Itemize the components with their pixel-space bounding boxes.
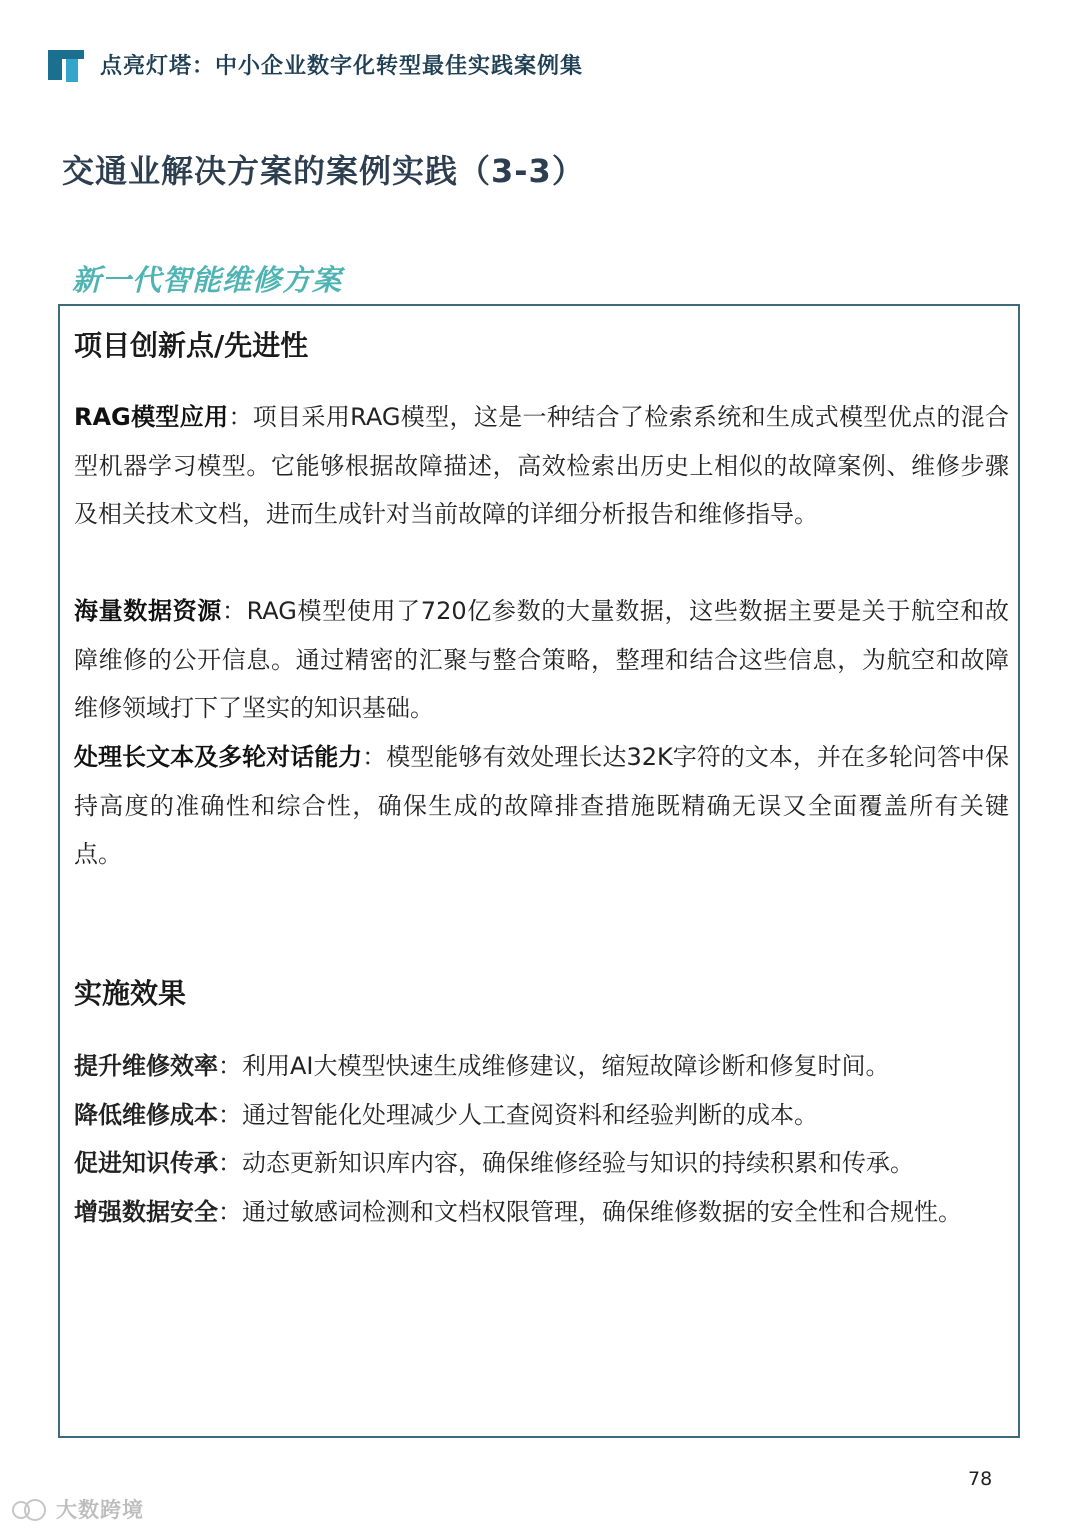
paragraph-long-text-ability: [74, 733, 1009, 879]
item-label: 增强数据安全: [74, 1197, 218, 1226]
watermark: [10, 1494, 144, 1524]
item-text: ：模型能够有效处理长达32K字符的文本，并在多轮问答中保持高度的准确性和综合性，确保生成的故障排查措施既精确无误又全面覆盖所有关键点。: [74, 743, 1009, 869]
document-header: [48, 44, 583, 84]
paragraph-rag-model: [74, 393, 1009, 539]
watermark-logo-icon: [10, 1497, 50, 1521]
effects-list: [74, 1042, 1009, 1236]
header-title: 点亮灯塔：中小企业数字化转型最佳实践案例集: [100, 53, 584, 79]
page-title: 交通业解决方案的案例实践（3-3）: [62, 152, 585, 190]
effect-item: [74, 1188, 1009, 1237]
content-box: [58, 304, 1020, 1438]
item-label: 提升维修效率: [74, 1052, 218, 1080]
item-text: ：项目采用RAG模型，这是一种结合了检索系统和生成式模型优点的混合型机器学习模型。它能够根据故障描述，高效检索出历史上相似的故障案例、维修步骤及相关技术文档，进而生成针对当前故障的详细分析报告和维修指导。: [74, 403, 1009, 529]
item-text: ：通过敏感词检测和文档权限管理，确保维修数据的安全性和合规性。: [218, 1197, 962, 1226]
effect-item: [74, 1042, 1009, 1091]
section-heading-effects: 实施效果: [74, 977, 187, 1010]
item-label: 降低维修成本: [74, 1100, 218, 1129]
item-label: RAG模型应用: [74, 403, 229, 431]
item-text: ：通过智能化处理减少人工查阅资料和经验判断的成本。: [218, 1100, 818, 1129]
effect-item: [74, 1091, 1009, 1140]
section-heading-innovation: 项目创新点/先进性: [74, 329, 309, 362]
item-label: 处理长文本及多轮对话能力: [74, 743, 363, 771]
item-text: ：动态更新知识库内容，确保维修经验与知识的持续积累和传承。: [218, 1149, 914, 1178]
item-label: 促进知识传承: [74, 1149, 218, 1178]
paragraph-data-resources: [74, 587, 1009, 733]
effect-item: [74, 1139, 1009, 1188]
item-text: ：RAG模型使用了720亿参数的大量数据，这些数据主要是关于航空和故障维修的公开信息。通过精密的汇聚与整合策略，整理和结合这些信息，为航空和故障维修领域打下了坚实的知识基础。: [74, 597, 1010, 723]
watermark-text: 大数跨境: [56, 1498, 144, 1522]
item-text: ：利用AI大模型快速生成维修建议，缩短故障诊断和修复时间。: [218, 1052, 890, 1080]
page-number: 78: [968, 1468, 993, 1490]
item-label: 海量数据资源: [74, 597, 222, 625]
lighthouse-logo-icon: [48, 46, 86, 82]
solution-subtitle: 新一代智能维修方案: [72, 263, 343, 297]
